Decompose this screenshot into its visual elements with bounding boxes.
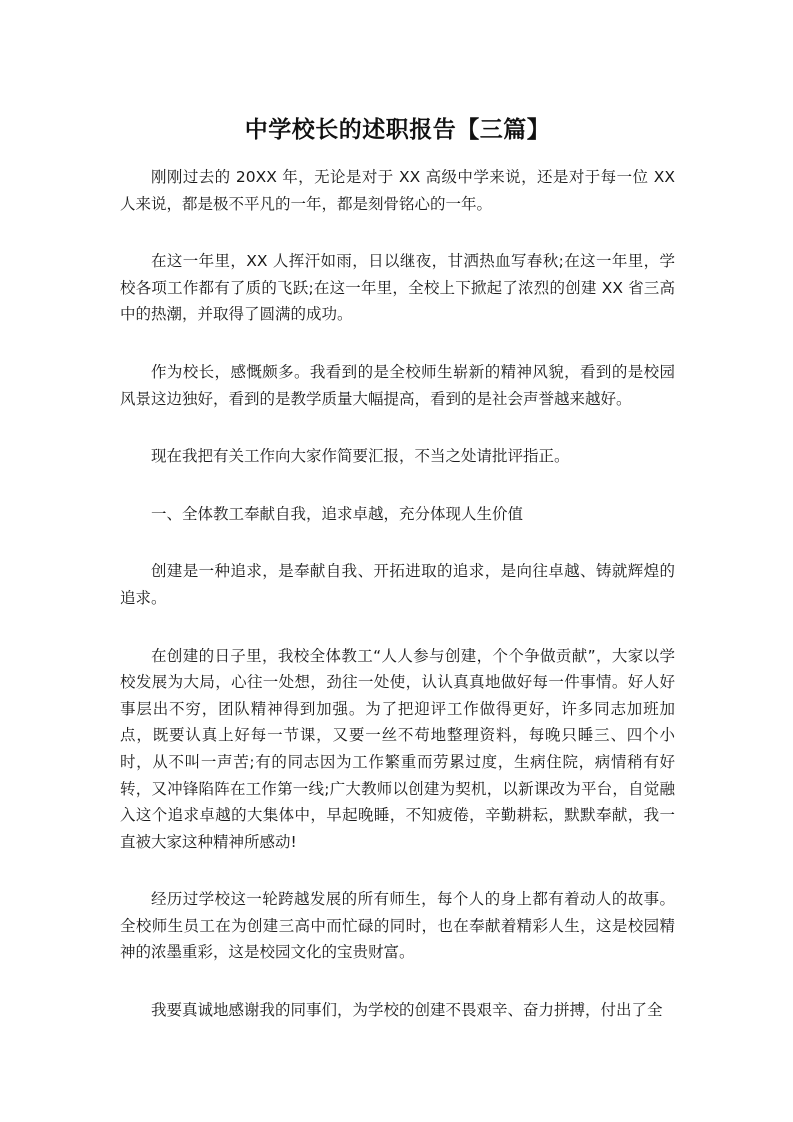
paragraph-stories: 经历过学校这一轮跨越发展的所有师生，每个人的身上都有着动人的故事。全校师生员工在为创建三高中而忙碌的同时，也在奉献着精彩人生，这是校园精神的浓墨重彩，这是校园文化的宝贵财富。 [120,890,675,962]
paragraph-intro: 刚刚过去的 20XX 年，无论是对于 XX 高级中学来说，还是对于每一位 XX 人来说，都是极不平凡的一年，都是刻骨铭心的一年。 [120,168,675,213]
paragraph-feelings: 作为校长，感慨颇多。我看到的是全校师生崭新的精神风貌，看到的是校园风景这边独好，看到的是教学质量大幅提高，看到的是社会声誉越来越好。 [120,362,675,408]
paragraph-pursuit: 创建是一种追求，是奉献自我、开拓进取的追求，是向往卓越、铸就辉煌的追求。 [120,562,675,607]
paragraph-thanks: 我要真诚地感谢我的同事们，为学校的创建不畏艰辛、奋力拼搏，付出了全 [151,1001,663,1020]
section-heading-1: 一、全体教工奉献自我，追求卓越，充分体现人生价值 [151,504,524,523]
paragraph-year-review: 在这一年里，XX 人挥汗如雨，日以继夜，甘洒热血写春秋;在这一年里，学校各项工作都有了质的飞跃;在这一年里，全校上下掀起了浓烈的创建 XX 省三高中的热潮，并取得了圆满的成功。 [120,252,675,324]
paragraph-staff-dedication: 在创建的日子里，我校全体教工“人人参与创建，个个争做贡献”，大家以学校发展为大局，心往一处想，劲往一处使，认认真真地做好每一件事情。好人好事层出不穷，团队精神得到加强。为了把迎评工作做得更好，许多同志加班加点，既要认真上好每一节课，又要一丝不苟地整理资料，每晚只睡三、四个小时，从不叫一声苦;有的同志因为工作繁重而劳累过度，生病住院，病情稍有好转，又冲锋陷阵在工作第一线;广大教师以创建为契机，以新课改为平台，自觉融入这个追求卓越的大集体中，早起晚睡，不知疲倦，辛勤耕耘，默默奉献，我一直被大家这种精神所感动! [120,646,675,851]
document-title: 中学校长的述职报告【三篇】 [244,117,551,143]
paragraph-report-intro: 现在我把有关工作向大家作简要汇报，不当之处请批评指正。 [151,447,570,466]
